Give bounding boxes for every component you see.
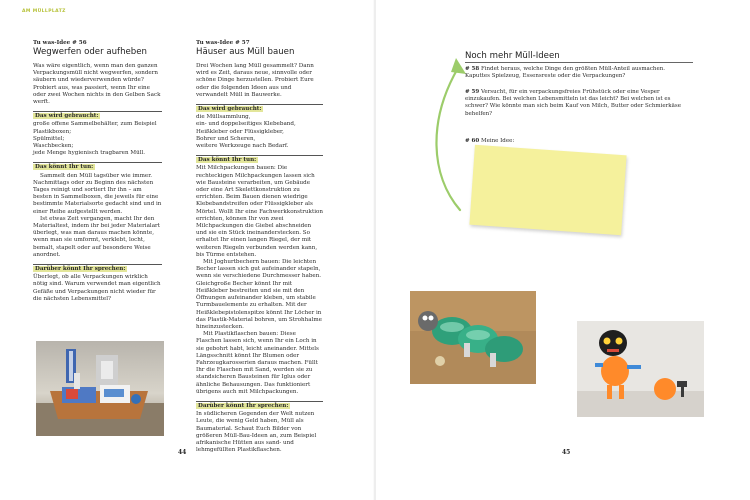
section-tag: AM MÜLLPLATZ [22,9,66,14]
idea-title: Häuser aus Müll bauen [196,47,295,57]
idea-title: Wegwerfen oder aufheben [33,47,148,57]
list-item: Waschbecken; [33,143,74,150]
needed-heading: Das wird gebraucht: [196,104,323,113]
idea-56-column [33,40,162,308]
talk-heading: Darüber könnt Ihr sprechen: [196,401,323,410]
idea-number: Tu was-Idee # 57 [196,40,250,46]
idea-57-column [196,40,323,459]
do-heading: Das könnt Ihr tun: [196,155,323,164]
list-item: Bohrer und Scheren, [196,135,256,142]
list-item: große offene Sammelbehälter, zum Beispiel [33,121,157,128]
boat-photo [36,341,164,436]
idea-number: # 59 [465,89,480,95]
sticky-note [469,145,626,235]
talk-text: Überlegt, ob alle Verpackungen wirklich nötig sind. Warum verwendet man eigentlich Gefäße und Verpackungen nicht wieder für die nächsten Lebensmittel? [33,274,161,302]
page-number: 44 [178,449,187,456]
list-item: Spülmittel; [33,135,65,142]
do-text: Sammelt den Müll tagsüber wie immer. Nachmittags oder zu Beginn des nächsten Tages reinigt und sortiert Ihr ihn – am besten in Sammelboxen, die jeweils für eine bestimmte Materialsorte gedacht sind und in einer Reihe aufgestellt werden. [33,172,162,215]
list-item: jede Menge hygienisch tragbaren Müll. [33,150,146,157]
do-heading: Das könnt Ihr tun: [33,162,162,171]
idea-number: # 60 [465,138,480,144]
idea-59 [465,89,685,118]
robot-figure-photo [577,321,704,417]
do-text: Mit Joghurtbechern bauen: Die leichten Becher lassen sich gut aufeinander stapeln, wenn sie verschiedene Durchmesser haben. Gleichgroße Becher könnt Ihr mit Heißkleber bestreiten und sie mit den Öffnungen aufeinander kleben, um stabile Turmbauelemente zu erhalten. Mit der Heißklebepistolenspitze könnt Ihr Löcher in das Plastik-Material bohren, um Strohhalme hineinzustecken. [196,259,322,330]
idea-text: Findet heraus, welche Dinge den größten Müll-Anteil ausmachen. Kaputtes Spielzeug, Essensreste oder die Verpackungen? [465,66,665,80]
list-item: weitere Werkzeuge nach Bedarf. [196,143,289,150]
needed-list [33,121,162,157]
left-page [0,0,374,500]
intro-text: Was wäre eigentlich, wenn man den ganzen Verpackungsmüll nicht wegwerfen, sondern säubern und wiederverwenden würde? Probiert aus, was passiert, wenn Ihr eine oder zwei Wochen nichts in den Gelben Sack werft. [33,63,161,106]
list-item: die Müllsammlung, [196,114,251,121]
right-page-title: Noch mehr Müll-Ideen [465,51,560,61]
list-item: ein- und doppelseitiges Klebeband, [196,121,296,128]
talk-text: In südlicheren Gegenden der Welt nutzen Leute, die wenig Geld haben, Müll als Baumaterial. Schaut Euch Bilder von größeren Müll-Bau-Ideen an, zum Beispiel afrikanische Hütten aus sand- und lehmgefüllten Plastikflaschen. [196,411,317,454]
needed-heading: Das wird gebraucht: [33,111,162,120]
do-text: Mit Milchpackungen bauen: Die rechteckigen Milchpackungen lassen sich wie Bausteine verarbeiten, um Gebäude oder eine Art Skelettkonstruktion zu errichten. Beim Bauen dienen wiedrige Klebebandstreifen oder Flüssigkleber als Mörtel. Wollt Ihr eine Fachwerkkonstruktion errichten, können Ihr von zwei Milchpackungen die Giebel abschneiden und sie ein Stück ineinanderstecken. So erhaltet Ihr einen langen Riegel, der mit weiteren Riegeln verbunden werden kann, bis Türme entstehen. [196,165,323,258]
idea-text: Versucht, für ein verpackungsfreies Frühstück oder eine Vesper einzukaufen. Bei welchen Lebensmitteln ist das leicht? Bei welchen ist es schwer? Wie könnte man sich beim Kauf von Milch, Butter oder Schmierkäse behelfen? [465,89,681,117]
idea-60 [465,138,685,145]
talk-heading: Darüber könnt Ihr sprechen: [33,264,162,273]
idea-number: # 58 [465,66,480,72]
needed-list [196,114,323,150]
idea-number: Tu was-Idee # 56 [33,40,87,46]
list-item: Heißkleber oder Flüssigkleber, [196,128,284,135]
title-divider [465,62,693,63]
intro-text: Drei Wochen lang Müll gesammelt? Dann wird es Zeit, daraus neue, sinnvolle oder schöne Dinge herzustellen. Probiert Eure oder die folgenden Ideen aus und verwandelt Müll in Bauwerke. [196,63,314,98]
do-text: Ist etwas Zeit vergangen, macht Ihr den Materialtest, indem ihr bei jeder Materialart überlegt, was man daraus machen könnte, wenn man sie umformt, verklebt, locht, bemalt, stapelt oder auf besondere Weise anordnet. [33,215,160,258]
do-text: Mit Plastikflaschen bauen: Diese Flaschen lassen sich, wenn Ihr ein Loch in sie gebohrt habt, leicht aneinander. Mittels Längsschnitt könnt Ihr Blumen oder Fahrzeugkarosserien daraus machen. Füllt Ihr die Flaschen mit Sand, werden sie zu standsicheren Bausteinen für Iglus oder ähnliche Behausungen. Das funktioniert übrigens auch mit Milchpackungen. [196,331,319,395]
bottle-caterpillar-photo [410,291,536,384]
idea-text: Meine Idee: [480,138,515,144]
list-item: Plastikboxen; [33,128,72,135]
idea-58 [465,66,685,80]
page-number: 45 [562,449,571,456]
